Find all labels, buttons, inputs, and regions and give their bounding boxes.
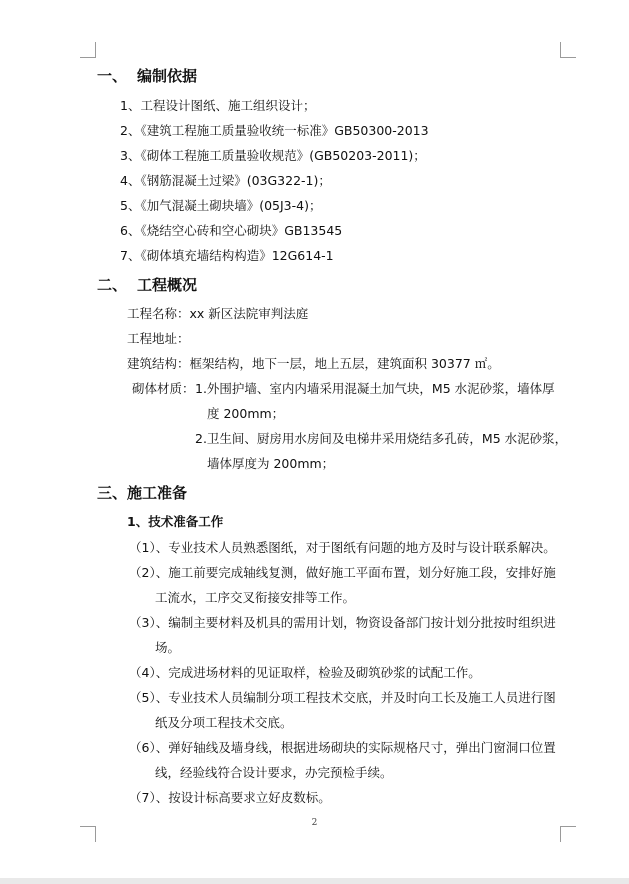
basis-item-2: 2、《建筑工程施工质量验收统一标准》GB50300-2013 [120, 123, 429, 138]
crop-mark-top-right [560, 42, 576, 58]
prep-item-6-line-1: （6）、弹好轴线及墙身线，根据进场砌块的实际规格尺寸，弹出门窗洞口位置 [129, 740, 556, 755]
basis-item-6: 6、《烧结空心砖和空心砌块》GB13545 [120, 223, 343, 238]
section-2-heading [97, 275, 197, 295]
page-bottom-edge [0, 878, 629, 884]
basis-item-4: 4、《钢筋混凝土过梁》(03G322-1)； [120, 173, 331, 188]
project-structure: 建筑结构：框架结构，地下一层，地上五层，建筑面积 30377 ㎡。 [127, 356, 500, 371]
crop-mark-top-left [80, 42, 96, 58]
material-1-line-1: 1.外围护墙、室内内墙采用混凝土加气块，M5 水泥砂浆，墙体厚 [195, 381, 555, 396]
prep-item-6-line-2: 线，经验线符合设计要求，办完预检手续。 [155, 765, 393, 780]
section-3-heading [97, 483, 187, 503]
section-1-heading [97, 66, 197, 86]
material-2-line-2: 墙体厚度为 200mm； [207, 456, 335, 471]
basis-item-3: 3、《砌体工程施工质量验收规范》(GB50203-2011)； [120, 148, 426, 163]
crop-mark-bottom-right [560, 826, 576, 842]
subsection-technical-prep: 1、技术准备工作 [127, 514, 224, 529]
basis-item-5: 5、《加气混凝土砌块墙》(05J3-4)； [120, 198, 322, 213]
material-1-line-2: 度 200mm； [207, 406, 285, 421]
crop-mark-bottom-left [80, 826, 96, 842]
section-1-title: 编制依据 [137, 67, 198, 85]
prep-item-2-line-2: 工流水，工序交叉衔接安排等工作。 [155, 590, 356, 605]
material-label: 砌体材质： [132, 381, 195, 396]
prep-item-1: （1）、专业技术人员熟悉图纸，对于图纸有问题的地方及时与设计联系解决。 [129, 540, 556, 555]
prep-item-2-line-1: （2）、施工前要完成轴线复测，做好施工平面布置，划分好施工段，安排好施 [129, 565, 556, 580]
project-name: 工程名称：xx 新区法院审判法庭 [127, 306, 309, 321]
section-3-title: 施工准备 [127, 484, 188, 502]
prep-item-3-line-2: 场。 [155, 640, 181, 655]
prep-item-4: （4）、完成进场材料的见证取样，检验及砌筑砂浆的试配工作。 [129, 665, 481, 680]
project-address: 工程地址： [127, 331, 190, 346]
basis-item-7: 7、《砌体填充墙结构构造》12G614-1 [120, 248, 334, 263]
section-2-title: 工程概况 [137, 276, 198, 294]
section-1-number: 一、 [97, 67, 128, 85]
prep-item-5-line-1: （5）、专业技术人员编制分项工程技术交底，并及时向工长及施工人员进行图 [129, 690, 556, 705]
section-3-number: 三、 [97, 484, 128, 502]
section-2-number: 二、 [97, 276, 128, 294]
basis-item-1: 1、工程设计图纸、施工组织设计； [120, 98, 316, 113]
material-2-line-1: 2.卫生间、厨房用水房间及电梯井采用烧结多孔砖，M5 水泥砂浆， [195, 431, 568, 446]
page-number: 2 [311, 818, 318, 828]
prep-item-3-line-1: （3）、编制主要材料及机具的需用计划，物资设备部门按计划分批按时组织进 [129, 615, 556, 630]
prep-item-5-line-2: 纸及分项工程技术交底。 [155, 715, 293, 730]
prep-item-7: （7）、按设计标高要求立好皮数标。 [129, 790, 331, 805]
